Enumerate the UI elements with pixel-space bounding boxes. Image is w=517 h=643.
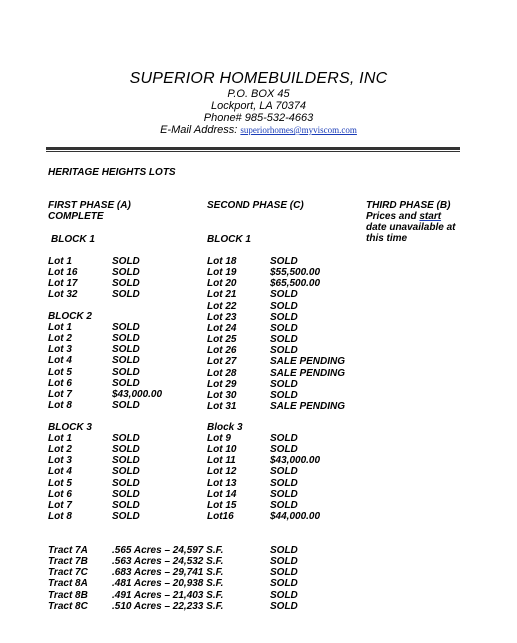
lot-status: SOLD bbox=[270, 289, 298, 301]
lot-number: Lot 13 bbox=[207, 477, 237, 489]
email-link[interactable]: superiorhomes@myviscom.com bbox=[240, 125, 357, 135]
lot-status: $55,500.00 bbox=[270, 267, 321, 279]
header-divider-thin bbox=[46, 151, 460, 152]
lot-status: SOLD bbox=[270, 433, 298, 444]
tract-name: Tract 8B bbox=[48, 589, 88, 601]
lot-number: Lot 5 bbox=[48, 366, 72, 378]
first-phase-block3-title: BLOCK 3 bbox=[48, 422, 92, 433]
lot-number: Lot 8 bbox=[48, 400, 72, 412]
lot-number: Lot 21 bbox=[207, 289, 237, 301]
lot-status: SOLD bbox=[270, 256, 298, 267]
tract-size: .491 Acres – 21,403 S.F. bbox=[112, 589, 224, 601]
email-line bbox=[0, 124, 517, 136]
tract-name: Tract 8C bbox=[48, 600, 88, 612]
lot-status: SALE PENDING bbox=[270, 356, 346, 368]
second-phase-heading: SECOND PHASE (C) bbox=[207, 200, 304, 211]
lot-status: SOLD bbox=[112, 322, 140, 333]
lot-status: SOLD bbox=[112, 499, 140, 511]
lot-status: SOLD bbox=[112, 377, 140, 389]
lot-number: Lot 30 bbox=[207, 389, 237, 401]
lot-status: SOLD bbox=[270, 311, 298, 323]
tract-size: .565 Acres – 24,597 S.F. bbox=[112, 545, 224, 556]
lot-number: Lot 20 bbox=[207, 278, 237, 290]
lot-status: $44,000.00 bbox=[270, 511, 321, 523]
first-phase-heading: FIRST PHASE (A) bbox=[48, 200, 131, 211]
lot-status: SOLD bbox=[112, 455, 140, 467]
document-title: HERITAGE HEIGHTS LOTS bbox=[48, 167, 176, 178]
lot-number: Lot 10 bbox=[207, 444, 237, 456]
lot-number: Lot 31 bbox=[207, 400, 237, 412]
lot-number: Lot 18 bbox=[207, 256, 237, 267]
first-phase-status: COMPLETE bbox=[48, 211, 104, 222]
lot-status: SOLD bbox=[270, 477, 298, 489]
lot-status: SOLD bbox=[270, 499, 298, 511]
lot-number: Lot 1 bbox=[48, 433, 72, 444]
lot-status: SOLD bbox=[112, 433, 140, 444]
tract-status: SOLD bbox=[270, 545, 298, 556]
lot-status: SOLD bbox=[112, 256, 140, 267]
city-state-zip: Lockport, LA 70374 bbox=[211, 100, 306, 112]
lot-status: SOLD bbox=[270, 389, 298, 401]
lot-number: Lot 16 bbox=[48, 267, 78, 279]
lot-status: SALE PENDING bbox=[270, 367, 346, 379]
phone-number: Phone# 985-532-4663 bbox=[203, 112, 314, 124]
lot-number: Lot 4 bbox=[48, 355, 72, 367]
lot-status: SOLD bbox=[112, 488, 140, 500]
tract-name: Tract 7B bbox=[48, 556, 88, 568]
company-name: SUPERIOR HOMEBUILDERS, INC bbox=[129, 70, 388, 87]
lot-number: Lot 7 bbox=[48, 499, 72, 511]
tract-size: .683 Acres – 29,741 S.F. bbox=[112, 567, 224, 579]
lot-status: SOLD bbox=[112, 278, 140, 290]
tract-size: .563 Acres – 24,532 S.F. bbox=[112, 556, 224, 568]
lot-status: SOLD bbox=[270, 466, 298, 478]
third-phase-note-text: Prices and bbox=[366, 211, 420, 222]
lot-number: Lot 3 bbox=[48, 455, 72, 467]
lot-number: Lot 8 bbox=[48, 511, 72, 523]
tract-size: .481 Acres – 20,938 S.F. bbox=[112, 578, 224, 590]
lot-number: Lot 26 bbox=[207, 345, 237, 357]
lot-number: Lot 27 bbox=[207, 356, 237, 368]
lot-number: Lot 14 bbox=[207, 488, 237, 500]
lot-number: Lot 22 bbox=[207, 300, 237, 312]
lot-status: SOLD bbox=[270, 488, 298, 500]
tract-status: SOLD bbox=[270, 578, 298, 590]
start-word: start bbox=[419, 211, 442, 222]
tract-name: Tract 7A bbox=[48, 545, 88, 556]
lot-number: Lot 32 bbox=[48, 289, 78, 301]
tract-status: SOLD bbox=[270, 600, 298, 612]
lot-number: Lot 17 bbox=[48, 278, 78, 290]
lot-number: Lot16 bbox=[207, 511, 234, 523]
lot-status: SOLD bbox=[112, 400, 140, 412]
lot-status: SOLD bbox=[112, 355, 140, 367]
lot-number: Lot 5 bbox=[48, 477, 72, 489]
lot-number: Lot 23 bbox=[207, 311, 237, 323]
lot-status: SOLD bbox=[112, 344, 140, 356]
lot-status: SOLD bbox=[112, 289, 140, 301]
tract-status: SOLD bbox=[270, 589, 298, 601]
lot-number: Lot 24 bbox=[207, 322, 237, 334]
first-phase-block2-title: BLOCK 2 bbox=[48, 311, 92, 322]
lot-number: Lot 12 bbox=[207, 466, 237, 478]
lot-number: Lot 9 bbox=[207, 433, 231, 444]
lot-number: Lot 28 bbox=[207, 367, 237, 379]
lot-status: SALE PENDING bbox=[270, 400, 346, 412]
tract-status: SOLD bbox=[270, 567, 298, 579]
po-box: P.O. BOX 45 bbox=[227, 88, 290, 100]
lot-status: SOLD bbox=[270, 345, 298, 357]
lot-number: Lot 2 bbox=[48, 333, 72, 345]
lot-number: Lot 19 bbox=[207, 267, 237, 279]
third-phase-note-line2: date unavailable at bbox=[366, 222, 456, 233]
lot-status: SOLD bbox=[112, 444, 140, 456]
third-phase-heading: THIRD PHASE (B) bbox=[366, 200, 451, 211]
lot-number: Lot 11 bbox=[207, 455, 236, 467]
lot-number: Lot 7 bbox=[48, 388, 72, 400]
lot-status: SOLD bbox=[270, 300, 298, 312]
lot-status: SOLD bbox=[112, 511, 140, 523]
lot-status: SOLD bbox=[112, 466, 140, 478]
lot-status: $43,000.00 bbox=[112, 388, 163, 400]
lot-status: SOLD bbox=[270, 334, 298, 346]
lot-status: SOLD bbox=[270, 444, 298, 456]
lot-number: Lot 1 bbox=[48, 256, 72, 267]
lot-status: SOLD bbox=[112, 267, 140, 279]
tract-status: SOLD bbox=[270, 556, 298, 568]
tract-size: .510 Acres – 22,233 S.F. bbox=[112, 600, 224, 612]
second-phase-block1-title: BLOCK 1 bbox=[207, 234, 251, 245]
lot-status: $43,000.00 bbox=[270, 455, 321, 467]
lot-number: Lot 25 bbox=[207, 334, 237, 346]
lot-number: Lot 3 bbox=[48, 344, 72, 356]
lot-status: SOLD bbox=[112, 366, 140, 378]
first-phase-block1-title: BLOCK 1 bbox=[51, 234, 95, 245]
lot-status: SOLD bbox=[112, 333, 140, 345]
lot-status: $65,500.00 bbox=[270, 278, 321, 290]
tract-name: Tract 8A bbox=[48, 578, 88, 590]
lot-number: Lot 4 bbox=[48, 466, 72, 478]
lot-number: Lot 2 bbox=[48, 444, 72, 456]
third-phase-note-line3: this time bbox=[366, 233, 408, 244]
second-phase-block3-title: Block 3 bbox=[207, 422, 243, 433]
lot-status: SOLD bbox=[270, 378, 298, 390]
lot-status: SOLD bbox=[112, 477, 140, 489]
third-phase-note-line1 bbox=[366, 211, 441, 222]
lot-number: Lot 15 bbox=[207, 499, 237, 511]
tract-name: Tract 7C bbox=[48, 567, 88, 579]
lot-number: Lot 29 bbox=[207, 378, 237, 390]
lot-number: Lot 1 bbox=[48, 322, 72, 333]
lot-number: Lot 6 bbox=[48, 377, 72, 389]
header-divider bbox=[46, 147, 460, 150]
lot-number: Lot 6 bbox=[48, 488, 72, 500]
email-label: E-Mail Address: bbox=[160, 124, 241, 136]
lot-status: SOLD bbox=[270, 322, 298, 334]
